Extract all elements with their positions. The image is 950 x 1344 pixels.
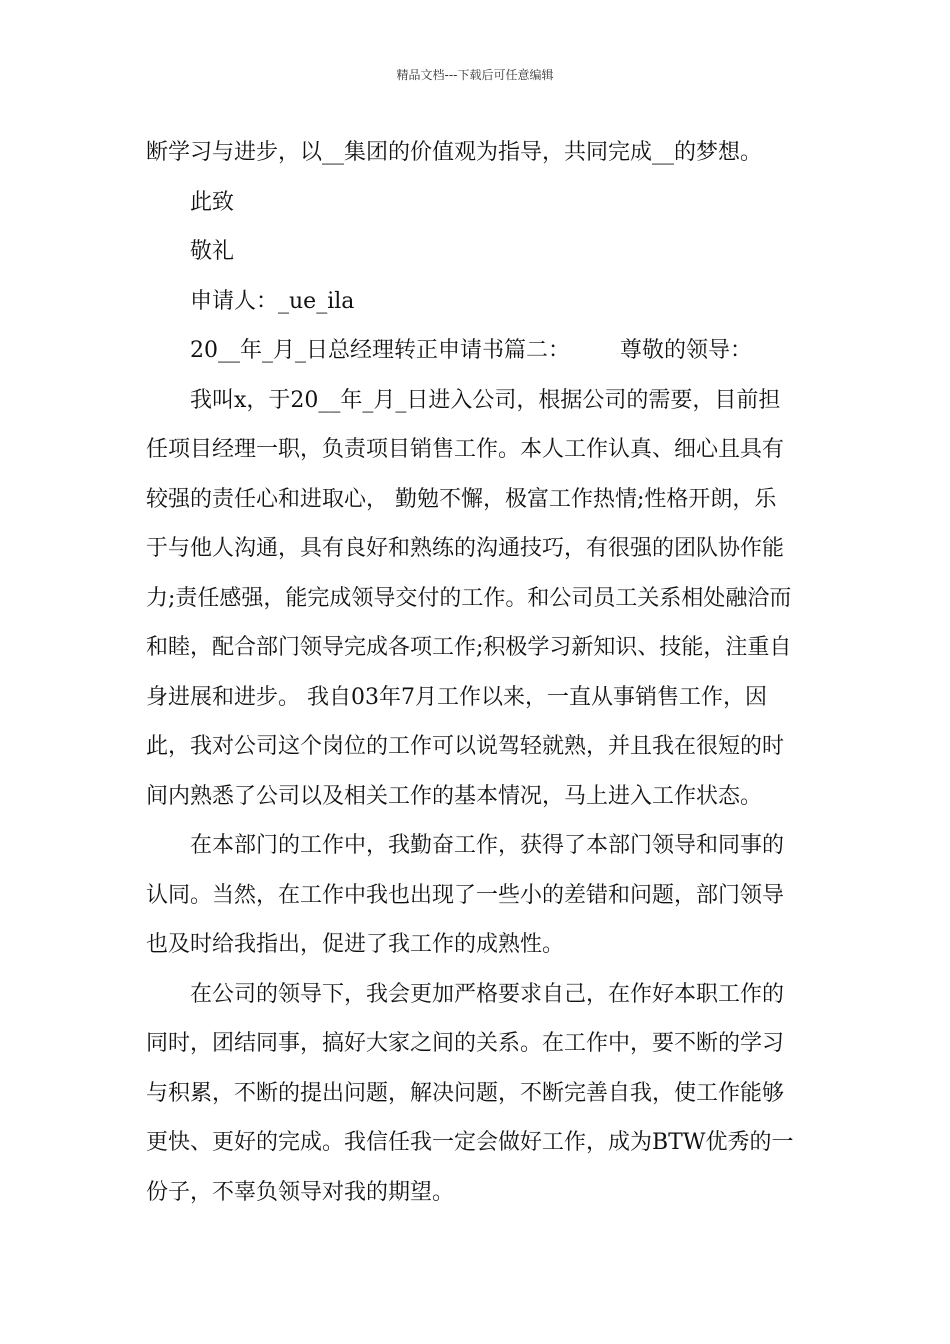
text-line: 我叫x，于20__年_月_日进入公司，根据公司的需要，目前担 — [190, 387, 781, 413]
closing-line: 此致 — [190, 189, 235, 215]
text-line: 在本部门的工作中，我勤奋工作，获得了本部门领导和同事的 — [190, 833, 785, 858]
text-line: 力;责任感强，能完成领导交付的工作。和公司员工关系相处融洽而 — [146, 585, 792, 611]
text-line: 同时，团结同事，搞好大家之间的关系。在工作中，要不断的学习 — [146, 1031, 785, 1056]
text-line: 份子，不辜负领导对我的期望。 — [146, 1179, 455, 1205]
text-line: 也及时给我指出，促进了我工作的成熟性。 — [146, 932, 565, 957]
text-line: 与积累，不断的提出问题，解决问题，不断完善自我，使工作能够 — [146, 1080, 785, 1106]
text-line: 间内熟悉了公司以及相关工作的基本情况，马上进入工作状态。 — [146, 783, 763, 809]
text-line: 身进展和进步。 我自03年7月工作以来，一直从事销售工作，因 — [146, 684, 767, 710]
greeting: 尊敬的领导： — [620, 338, 753, 363]
page-header: 精品文档---下载后可任意编辑 — [396, 68, 554, 82]
text-line: 此，我对公司这个岗位的工作可以说驾轻就熟，并且我在很短的时 — [146, 734, 785, 759]
section-title: 20__年_月_日总经理转正申请书篇二： — [190, 338, 570, 363]
text-line: 断学习与进步，以__集团的价值观为指导，共同完成__的梦想。 — [146, 140, 763, 165]
section-title-line — [146, 326, 814, 376]
text-line: 认同。当然，在工作中我也出现了一些小的差错和问题，部门领导 — [146, 882, 785, 908]
text-line: 在公司的领导下，我会更加严格要求自己，在作好本职工作的 — [190, 981, 785, 1007]
text-line: 较强的责任心和进取心， 勤勉不懈，极富工作热情;性格开朗，乐 — [146, 486, 777, 512]
salutation-line: 敬礼 — [190, 239, 235, 264]
text-line: 更快、更好的完成。我信任我一定会做好工作，成为BTW优秀的一 — [146, 1130, 794, 1155]
document-body — [146, 128, 814, 1217]
applicant-line: 申请人：_ue_ila — [190, 288, 355, 314]
text-line: 于与他人沟通，具有良好和熟练的沟通技巧，有很强的团队协作能 — [146, 536, 785, 561]
text-line: 任项目经理一职，负责项目销售工作。本人工作认真、细心且具有 — [146, 437, 785, 462]
text-line: 和睦，配合部门领导完成各项工作;积极学习新知识、技能，注重自 — [146, 635, 792, 660]
